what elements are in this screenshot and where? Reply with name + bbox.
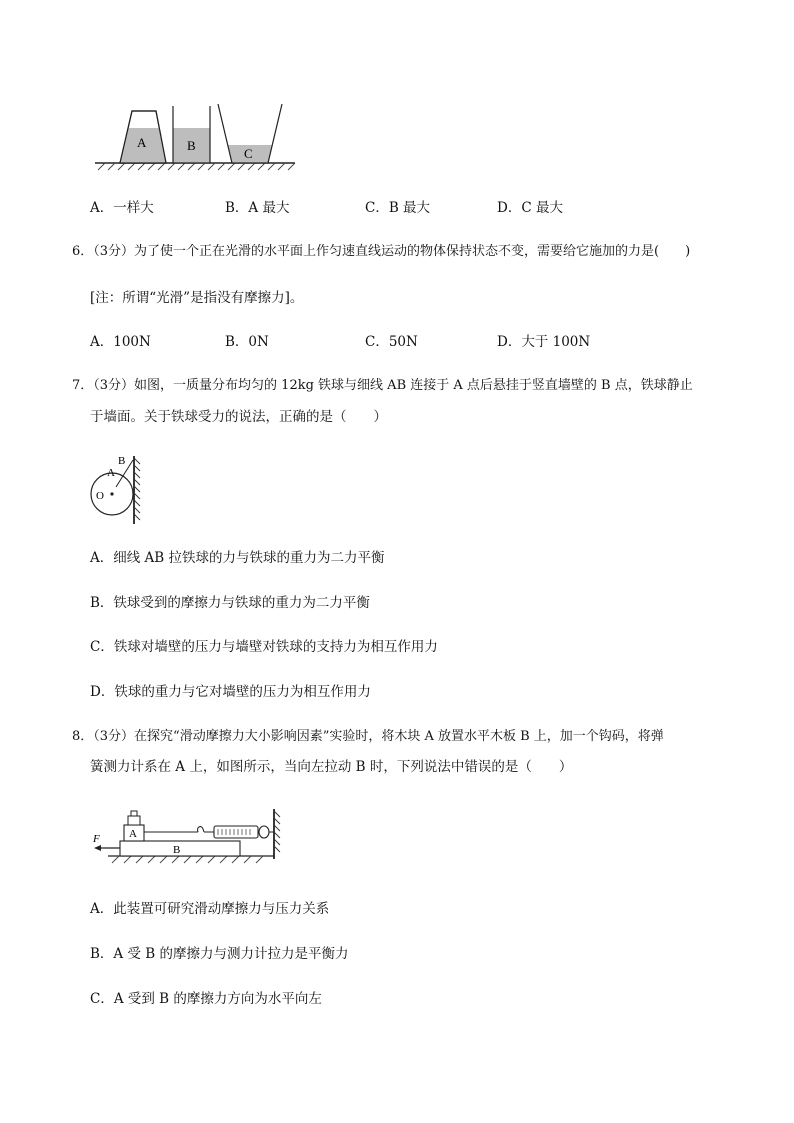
q6-note: [注：所谓“光滑”是指没有摩擦力]。 bbox=[90, 290, 304, 306]
block-a-label: A bbox=[129, 828, 137, 840]
q8-stem-line1: 8．（3分）在探究“滑动摩擦力大小影响因素”实验时，将木块 A 放置水平木板 B 上，加一个钩码，将弹 bbox=[72, 729, 664, 744]
container-a-label: A bbox=[137, 135, 147, 150]
q7-stem-line1: 7．（3分）如图，一质量分布均匀的 12kg 铁球与细线 AB 连接于 A 点后悬挂于竖直墙壁的 B 点，铁球静止 bbox=[72, 378, 693, 393]
iron-ball-figure bbox=[85, 452, 145, 530]
q6-stem: 6．（3分）为了使一个正在光滑的水平面上作匀速直线运动的物体保持状态不变，需要给它施加的力是( ) bbox=[72, 244, 691, 259]
q6-option-a[interactable]: A．100N bbox=[90, 334, 151, 350]
board-b-label: B bbox=[173, 844, 181, 856]
label-b: B bbox=[118, 455, 126, 467]
q8-option-a[interactable]: A．此装置可研究滑动摩擦力与压力关系 bbox=[90, 901, 330, 917]
q8-option-b[interactable]: B．A 受 B 的摩擦力与测力计拉力是平衡力 bbox=[90, 946, 349, 962]
label-a: A bbox=[107, 467, 115, 479]
q7-stem-line2: 于墙面。关于铁球受力的说法，正确的是（ ） bbox=[90, 409, 387, 425]
container-c-label: C bbox=[244, 146, 253, 161]
q6-option-c[interactable]: C．50N bbox=[365, 334, 418, 350]
q5-option-c[interactable]: C．B 最大 bbox=[365, 200, 431, 216]
q7-option-d[interactable]: D．铁球的重力与它对墙壁的压力为相互作用力 bbox=[90, 684, 371, 700]
q7-option-c[interactable]: C．铁球对墙壁的压力与墙壁对铁球的支持力为相互作用力 bbox=[90, 639, 438, 655]
label-o: O bbox=[96, 490, 104, 502]
q6-option-b[interactable]: B．0N bbox=[225, 334, 269, 350]
q5-option-b[interactable]: B．A 最大 bbox=[225, 200, 290, 216]
q8-option-c[interactable]: C．A 受到 B 的摩擦力方向为水平向左 bbox=[90, 991, 322, 1007]
q8-stem-line2: 簧测力计系在 A 上，如图所示，当向左拉动 B 时，下列说法中错误的是（ ） bbox=[90, 759, 573, 775]
q6-option-d[interactable]: D．大于 100N bbox=[497, 334, 591, 350]
q7-option-a[interactable]: A．细线 AB 拉铁球的力与铁球的重力为二力平衡 bbox=[90, 550, 385, 566]
q5-option-d[interactable]: D．C 最大 bbox=[497, 200, 563, 216]
containers-figure bbox=[90, 98, 300, 172]
q7-option-b[interactable]: B．铁球受到的摩擦力与铁球的重力为二力平衡 bbox=[90, 595, 370, 611]
container-b-label: B bbox=[187, 138, 196, 153]
q5-option-a[interactable]: A．一样大 bbox=[90, 200, 154, 216]
friction-experiment-figure bbox=[88, 805, 283, 867]
force-f-label: F bbox=[93, 833, 100, 845]
